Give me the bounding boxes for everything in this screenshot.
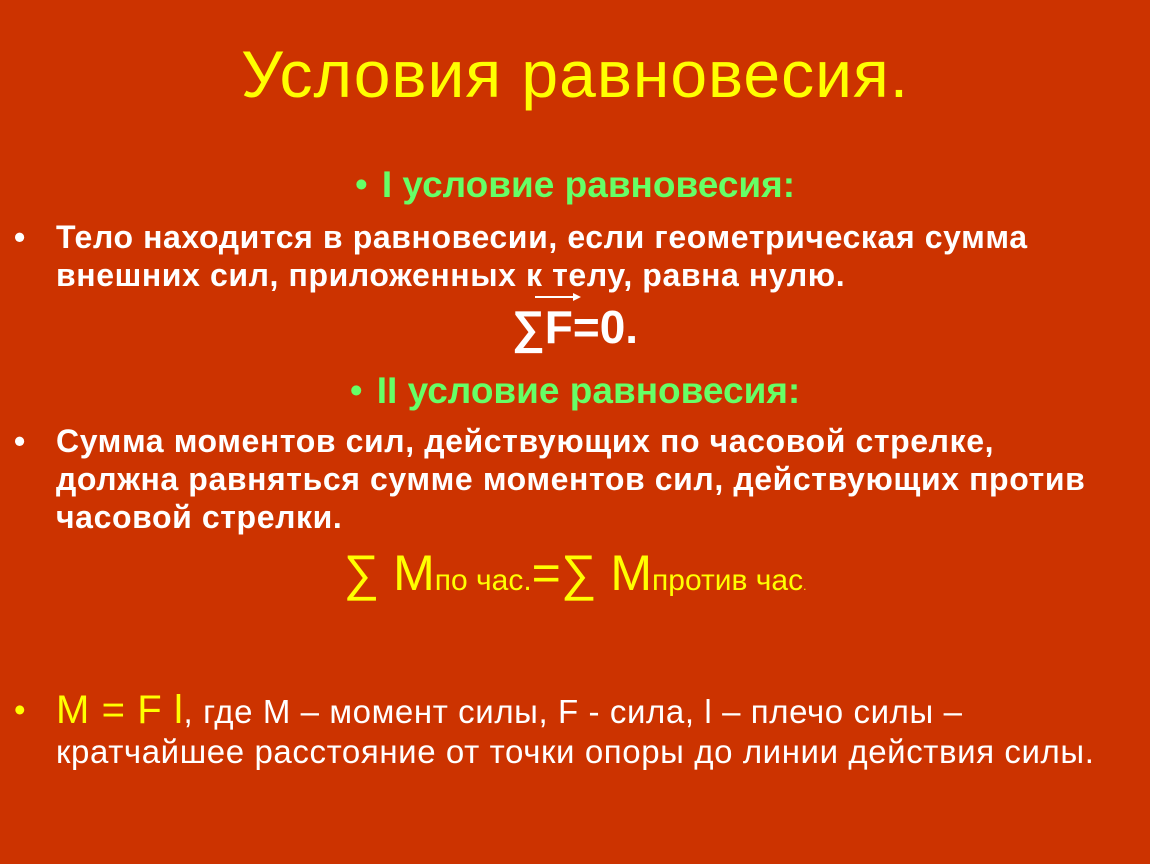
moment-formula: M = F l [56,688,184,732]
condition2-paragraph [14,422,1124,536]
bullet: • [14,219,26,255]
formula-moments [0,544,1150,602]
force-vector [545,300,573,354]
moment-definition-text [14,690,1124,772]
moment-end: . [803,579,807,593]
formula-sum-forces [0,300,1150,354]
condition1-text: Тело находится в равновесии, если геометрическая сумма внешних сил, приложенных к телу, равна нулю. [56,219,1028,293]
bullet: • [14,691,27,728]
formula-equals-zero: =0. [572,301,639,353]
moment-mid: =∑ M [531,545,653,601]
condition2-heading: II условие равновесия: [376,370,801,411]
vector-arrow-icon [535,292,581,302]
force-letter: F [544,301,573,353]
condition1-heading-line [0,164,1150,206]
condition1-heading: I условие равновесия: [381,164,796,205]
bullet: • [354,164,368,205]
moment-explanation: , где M – момент силы, F - сила, l – плечо силы – кратчайшее расстояние от точки опоры до линии действия силы. [56,693,1095,770]
condition2-text: Сумма моментов сил, действующих по часовой стрелке, должна равняться сумме моментов сил, действующих против часовой стрелки. [56,423,1086,535]
sum-symbol: ∑ [511,301,545,353]
bullet: • [14,423,26,459]
moment-definition [14,690,1124,772]
moment-right-sub: против час [652,564,804,597]
moment-left-sub: по час. [434,564,532,597]
condition1-paragraph [14,218,1124,294]
slide-title: Условия равновесия. [240,37,910,111]
condition2-heading-line [0,370,1150,412]
moment-left: ∑ M [343,545,435,601]
bullet: • [349,370,363,411]
